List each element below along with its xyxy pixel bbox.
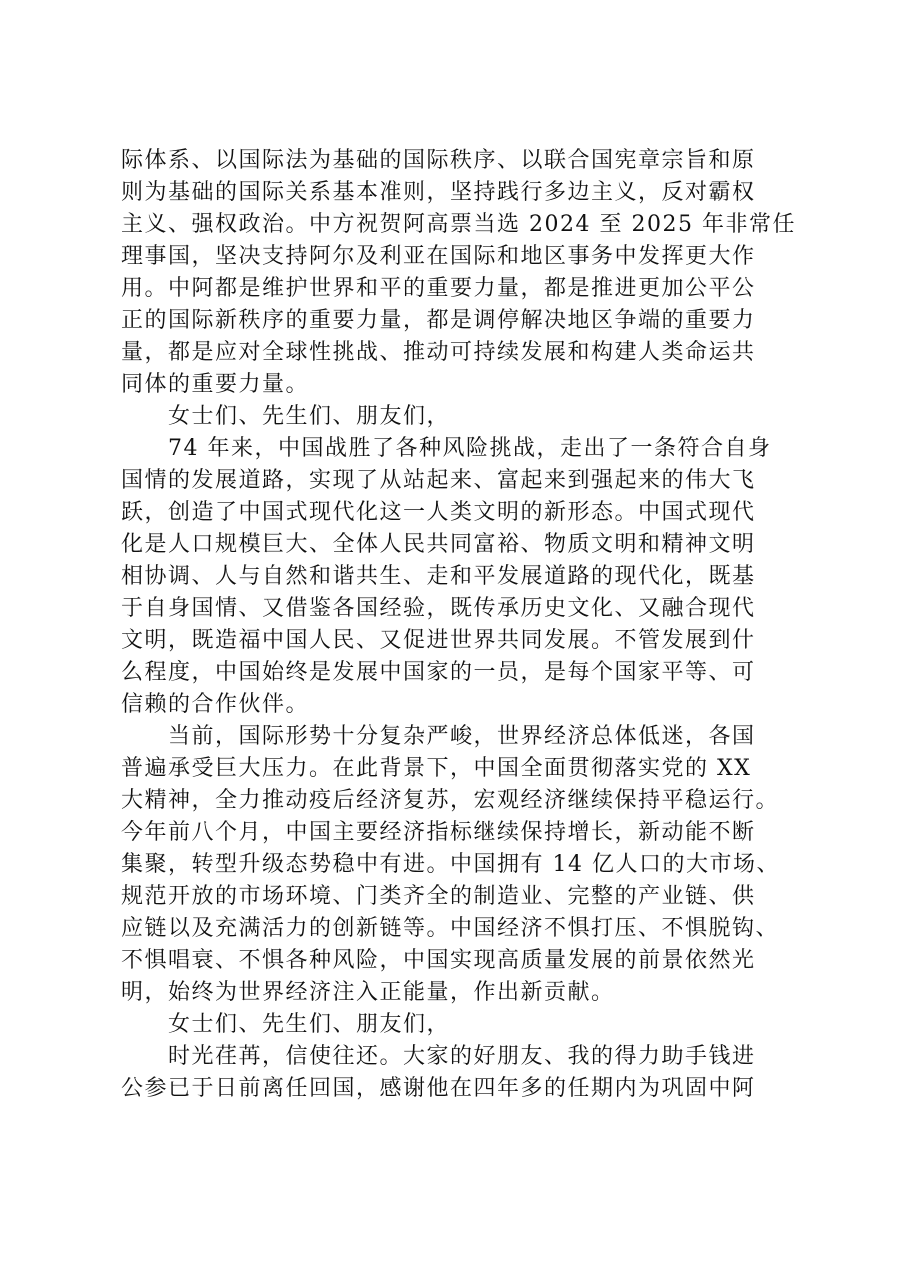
text-line: 正的国际新秩序的重要力量，都是调停解决地区争端的重要力 <box>121 308 756 333</box>
text-line: 大精神，全力推动疫后经济复苏，宏观经济继续保持平稳运行。 <box>121 788 780 813</box>
paragraph-first-line: 74 年来，中国战胜了各种风险挑战，走出了一条符合自身 <box>168 436 772 461</box>
text-line: 用。中阿都是维护世界和平的重要力量，都是推进更加公平公 <box>121 276 756 301</box>
text-line: 同体的重要力量。 <box>121 372 310 397</box>
text-line: 理事国，坚决支持阿尔及利亚在国际和地区事务中发挥更大作 <box>121 244 756 269</box>
text-line: 主义、强权政治。中方祝贺阿高票当选 2024 至 2025 年非常任 <box>121 212 796 237</box>
text-line: 量，都是应对全球性挑战、推动可持续发展和构建人类命运共 <box>121 340 756 365</box>
text-line: 相协调、人与自然和谐共生、走和平发展道路的现代化，既基 <box>121 564 756 589</box>
text-line: 今年前八个月，中国主要经济指标继续保持增长，新动能不断 <box>121 820 756 845</box>
text-line: 公参已于日前离任回国，感谢他在四年多的任期内为巩固中阿 <box>121 1076 756 1101</box>
salutation-line: 女士们、先生们、朋友们， <box>168 404 451 429</box>
text-line: 则为基础的国际关系基本准则，坚持践行多边主义，反对霸权 <box>121 180 756 205</box>
text-line: 明，始终为世界经济注入正能量，作出新贡献。 <box>121 980 615 1005</box>
text-line: 于自身国情、又借鉴各国经验，既传承历史文化、又融合现代 <box>121 596 756 621</box>
paragraph-first-line: 时光荏苒，信使往还。大家的好朋友、我的得力助手钱进 <box>168 1044 756 1069</box>
text-line: 普遍承受巨大压力。在此背景下，中国全面贯彻落实党的 XX <box>121 756 752 781</box>
text-line: 应链以及充满活力的创新链等。中国经济不惧打压、不惧脱钩、 <box>121 916 780 941</box>
text-line: 规范开放的市场环境、门类齐全的制造业、完整的产业链、供 <box>121 884 756 909</box>
text-line: 跃，创造了中国式现代化这一人类文明的新形态。中国式现代 <box>121 500 756 525</box>
text-line: 不惧唱衰、不惧各种风险，中国实现高质量发展的前景依然光 <box>121 948 756 973</box>
text-line: 信赖的合作伙伴。 <box>121 692 310 717</box>
paragraph-first-line: 当前，国际形势十分复杂严峻，世界经济总体低迷，各国 <box>168 724 756 749</box>
text-line: 么程度，中国始终是发展中国家的一员，是每个国家平等、可 <box>121 660 756 685</box>
text-line: 国情的发展道路，实现了从站起来、富起来到强起来的伟大飞 <box>121 468 756 493</box>
text-line: 文明，既造福中国人民、又促进世界共同发展。不管发展到什 <box>121 628 756 653</box>
salutation-line: 女士们、先生们、朋友们， <box>168 1012 451 1037</box>
text-line: 际体系、以国际法为基础的国际秩序、以联合国宪章宗旨和原 <box>121 148 756 173</box>
text-line: 集聚，转型升级态势稳中有进。中国拥有 14 亿人口的大市场、 <box>121 852 780 877</box>
text-line: 化是人口规模巨大、全体人民共同富裕、物质文明和精神文明 <box>121 532 756 557</box>
